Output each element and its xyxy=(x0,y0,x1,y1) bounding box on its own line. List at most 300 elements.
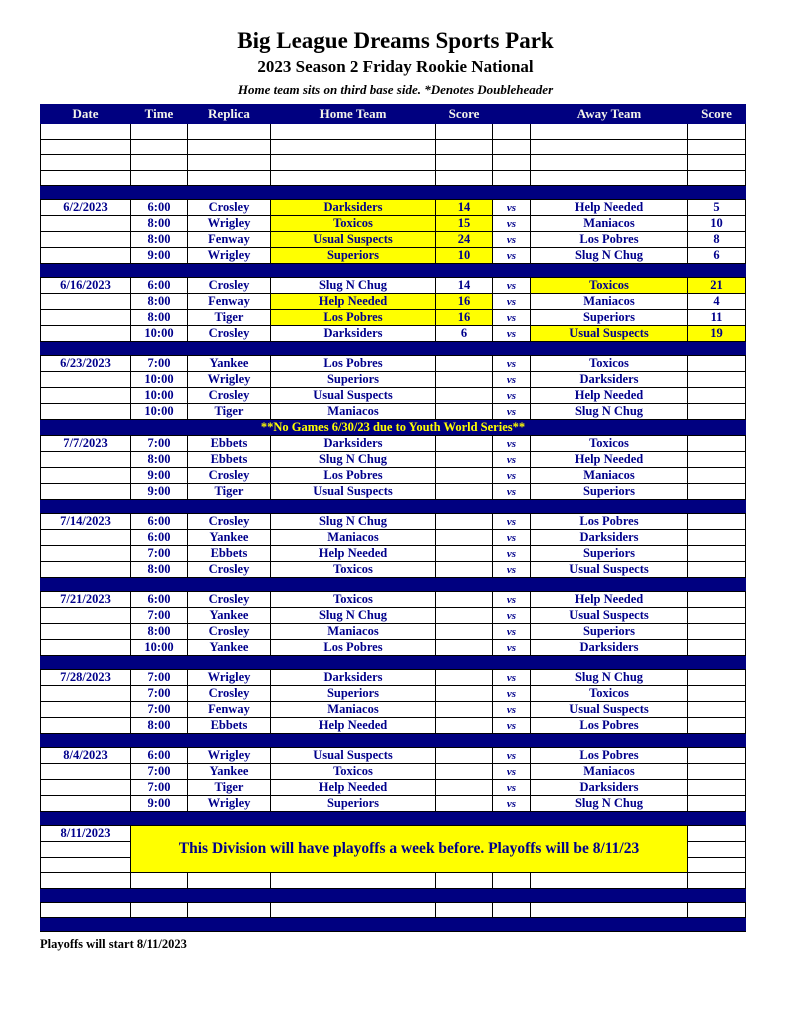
home-score-cell: 15 xyxy=(436,216,493,232)
home-team-cell: Los Pobres xyxy=(271,640,436,656)
away-score-cell xyxy=(688,873,746,889)
away-score-cell xyxy=(688,404,746,420)
game-row xyxy=(41,484,746,500)
separator-row xyxy=(41,734,746,748)
away-score-cell xyxy=(688,546,746,562)
away-score-cell xyxy=(688,530,746,546)
away-team-cell: Help Needed xyxy=(531,388,688,404)
replica-cell: Wrigley xyxy=(188,372,271,388)
replica-cell: Wrigley xyxy=(188,748,271,764)
replica-cell: Wrigley xyxy=(188,248,271,264)
time-cell xyxy=(131,873,188,889)
vs-cell: vs xyxy=(493,608,531,624)
time-cell: 8:00 xyxy=(131,294,188,310)
empty-row xyxy=(41,124,746,140)
vs-cell: vs xyxy=(493,748,531,764)
game-row xyxy=(41,232,746,248)
away-team-cell xyxy=(531,155,688,171)
replica-cell: Wrigley xyxy=(188,796,271,812)
separator-bar xyxy=(41,578,746,592)
header-home-team: Home Team xyxy=(271,105,436,124)
separator-row xyxy=(41,918,746,932)
separator-bar xyxy=(41,656,746,670)
away-team-cell xyxy=(531,170,688,186)
home-team-cell: Superiors xyxy=(271,796,436,812)
away-team-cell: Maniacos xyxy=(531,216,688,232)
game-row xyxy=(41,608,746,624)
game-row xyxy=(41,310,746,326)
game-row xyxy=(41,372,746,388)
away-score-cell xyxy=(688,686,746,702)
game-row xyxy=(41,530,746,546)
vs-cell: vs xyxy=(493,436,531,452)
home-score-cell xyxy=(436,356,493,372)
home-team-cell: Help Needed xyxy=(271,718,436,734)
date-cell: 7/7/2023 xyxy=(41,436,131,452)
replica-cell xyxy=(188,124,271,140)
date-cell: 6/23/2023 xyxy=(41,356,131,372)
vs-cell: vs xyxy=(493,562,531,578)
date-cell: 7/21/2023 xyxy=(41,592,131,608)
separator-row xyxy=(41,656,746,670)
away-team-cell: Darksiders xyxy=(531,372,688,388)
home-team-cell: Los Pobres xyxy=(271,310,436,326)
time-cell: 7:00 xyxy=(131,764,188,780)
vs-cell: vs xyxy=(493,592,531,608)
home-team-cell: Maniacos xyxy=(271,624,436,640)
away-team-cell: Toxicos xyxy=(531,278,688,294)
game-row xyxy=(41,796,746,812)
game-row xyxy=(41,702,746,718)
vs-cell: vs xyxy=(493,388,531,404)
time-cell: 9:00 xyxy=(131,248,188,264)
header-date: Date xyxy=(41,105,131,124)
schedule-table xyxy=(40,104,746,932)
vs-cell: vs xyxy=(493,484,531,500)
header-vs xyxy=(493,105,531,124)
away-score-cell xyxy=(688,436,746,452)
away-score-cell xyxy=(688,826,746,842)
home-score-cell xyxy=(436,436,493,452)
away-team-cell: Superiors xyxy=(531,310,688,326)
header-away-team: Away Team xyxy=(531,105,688,124)
time-cell: 7:00 xyxy=(131,686,188,702)
home-score-cell xyxy=(436,372,493,388)
home-team-cell: Usual Suspects xyxy=(271,748,436,764)
date-cell xyxy=(41,124,131,140)
page-title: Big League Dreams Sports Park xyxy=(237,28,554,53)
playoffs-footer-note: Playoffs will start 8/11/2023 xyxy=(40,937,187,951)
home-team-cell: Toxicos xyxy=(271,562,436,578)
away-score-cell xyxy=(688,452,746,468)
empty-row xyxy=(41,139,746,155)
time-cell: 8:00 xyxy=(131,232,188,248)
home-score-cell xyxy=(436,764,493,780)
time-cell: 8:00 xyxy=(131,624,188,640)
home-team-cell: Usual Suspects xyxy=(271,232,436,248)
home-score-cell: 14 xyxy=(436,200,493,216)
playoffs-banner-row xyxy=(41,826,746,842)
vs-cell: vs xyxy=(493,624,531,640)
home-team-cell: Slug N Chug xyxy=(271,452,436,468)
vs-cell: vs xyxy=(493,278,531,294)
separator-row xyxy=(41,342,746,356)
away-score-cell xyxy=(688,514,746,530)
away-score-cell xyxy=(688,468,746,484)
game-row xyxy=(41,748,746,764)
time-cell xyxy=(131,124,188,140)
replica-cell: Fenway xyxy=(188,294,271,310)
home-score-cell xyxy=(436,670,493,686)
away-team-cell: Darksiders xyxy=(531,780,688,796)
away-score-cell xyxy=(688,748,746,764)
date-cell xyxy=(41,155,131,171)
home-team-cell: Darksiders xyxy=(271,436,436,452)
time-cell: 8:00 xyxy=(131,718,188,734)
replica-cell xyxy=(188,139,271,155)
date-cell xyxy=(41,857,131,873)
home-team-cell xyxy=(271,170,436,186)
date-cell xyxy=(41,468,131,484)
time-cell: 7:00 xyxy=(131,356,188,372)
away-score-cell xyxy=(688,702,746,718)
game-row xyxy=(41,294,746,310)
date-cell xyxy=(41,702,131,718)
home-score-cell xyxy=(436,546,493,562)
game-row xyxy=(41,200,746,216)
home-team-cell: Usual Suspects xyxy=(271,388,436,404)
vs-cell: vs xyxy=(493,686,531,702)
away-team-cell: Los Pobres xyxy=(531,514,688,530)
away-score-cell xyxy=(688,372,746,388)
home-team-cell: Slug N Chug xyxy=(271,608,436,624)
home-team-cell: Superiors xyxy=(271,248,436,264)
separator-row xyxy=(41,578,746,592)
away-score-cell: 11 xyxy=(688,310,746,326)
away-team-cell: Help Needed xyxy=(531,200,688,216)
time-cell xyxy=(131,139,188,155)
vs-cell: vs xyxy=(493,326,531,342)
time-cell: 8:00 xyxy=(131,452,188,468)
separator-bar xyxy=(41,812,746,826)
vs-cell xyxy=(493,873,531,889)
away-score-cell xyxy=(688,902,746,918)
date-cell xyxy=(41,686,131,702)
game-row xyxy=(41,764,746,780)
home-team-cell: Darksiders xyxy=(271,326,436,342)
game-row xyxy=(41,388,746,404)
replica-cell: Ebbets xyxy=(188,546,271,562)
separator-row xyxy=(41,264,746,278)
game-row xyxy=(41,514,746,530)
away-team-cell: Help Needed xyxy=(531,452,688,468)
replica-cell: Crosley xyxy=(188,624,271,640)
date-cell xyxy=(41,248,131,264)
away-team-cell: Slug N Chug xyxy=(531,796,688,812)
date-cell xyxy=(41,232,131,248)
date-cell: 8/4/2023 xyxy=(41,748,131,764)
home-score-cell xyxy=(436,388,493,404)
away-score-cell xyxy=(688,388,746,404)
away-score-cell: 19 xyxy=(688,326,746,342)
separator-bar xyxy=(41,342,746,356)
home-team-cell: Los Pobres xyxy=(271,356,436,372)
home-score-cell xyxy=(436,796,493,812)
away-score-cell xyxy=(688,780,746,796)
game-row xyxy=(41,436,746,452)
replica-cell: Tiger xyxy=(188,404,271,420)
replica-cell: Tiger xyxy=(188,780,271,796)
time-cell: 6:00 xyxy=(131,514,188,530)
game-row xyxy=(41,624,746,640)
game-row xyxy=(41,356,746,372)
time-cell: 7:00 xyxy=(131,436,188,452)
separator-bar xyxy=(41,264,746,278)
date-cell xyxy=(41,530,131,546)
time-cell: 10:00 xyxy=(131,404,188,420)
home-team-cell: Slug N Chug xyxy=(271,278,436,294)
vs-cell xyxy=(493,170,531,186)
vs-cell: vs xyxy=(493,200,531,216)
vs-cell: vs xyxy=(493,530,531,546)
date-cell xyxy=(41,546,131,562)
away-score-cell xyxy=(688,764,746,780)
vs-cell xyxy=(493,155,531,171)
empty-row xyxy=(41,155,746,171)
date-cell xyxy=(41,404,131,420)
home-score-cell xyxy=(436,124,493,140)
home-team-cell: Slug N Chug xyxy=(271,514,436,530)
date-cell xyxy=(41,718,131,734)
home-score-cell xyxy=(436,170,493,186)
date-cell xyxy=(41,764,131,780)
date-cell xyxy=(41,842,131,858)
home-score-cell xyxy=(436,404,493,420)
away-team-cell: Los Pobres xyxy=(531,718,688,734)
replica-cell: Yankee xyxy=(188,640,271,656)
away-team-cell: Maniacos xyxy=(531,764,688,780)
date-cell xyxy=(41,326,131,342)
away-score-cell xyxy=(688,718,746,734)
home-team-cell xyxy=(271,124,436,140)
time-cell: 10:00 xyxy=(131,372,188,388)
date-cell xyxy=(41,484,131,500)
vs-cell: vs xyxy=(493,780,531,796)
home-score-cell xyxy=(436,155,493,171)
time-cell xyxy=(131,902,188,918)
date-cell xyxy=(41,562,131,578)
separator-row xyxy=(41,186,746,200)
replica-cell: Crosley xyxy=(188,562,271,578)
home-score-cell xyxy=(436,484,493,500)
home-team-cell: Maniacos xyxy=(271,404,436,420)
time-cell: 10:00 xyxy=(131,388,188,404)
away-team-cell: Toxicos xyxy=(531,356,688,372)
home-score-cell xyxy=(436,530,493,546)
home-score-cell xyxy=(436,702,493,718)
away-score-cell xyxy=(688,592,746,608)
home-team-cell xyxy=(271,902,436,918)
replica-cell: Yankee xyxy=(188,356,271,372)
time-cell: 8:00 xyxy=(131,216,188,232)
time-cell: 8:00 xyxy=(131,562,188,578)
vs-cell: vs xyxy=(493,640,531,656)
away-team-cell: Los Pobres xyxy=(531,232,688,248)
date-cell xyxy=(41,170,131,186)
home-score-cell xyxy=(436,624,493,640)
replica-cell: Crosley xyxy=(188,514,271,530)
away-score-cell xyxy=(688,796,746,812)
away-score-cell xyxy=(688,670,746,686)
home-team-cell: Maniacos xyxy=(271,530,436,546)
home-score-cell: 14 xyxy=(436,278,493,294)
time-cell: 6:00 xyxy=(131,200,188,216)
away-score-cell: 8 xyxy=(688,232,746,248)
away-score-cell: 21 xyxy=(688,278,746,294)
away-score-cell xyxy=(688,155,746,171)
away-score-cell xyxy=(688,356,746,372)
header-away-score: Score xyxy=(688,105,746,124)
away-team-cell xyxy=(531,124,688,140)
empty-row xyxy=(41,873,746,889)
vs-cell xyxy=(493,124,531,140)
replica-cell: Fenway xyxy=(188,702,271,718)
home-score-cell xyxy=(436,452,493,468)
replica-cell: Tiger xyxy=(188,484,271,500)
date-cell xyxy=(41,310,131,326)
home-team-cell: Help Needed xyxy=(271,780,436,796)
game-row xyxy=(41,468,746,484)
home-score-cell xyxy=(436,686,493,702)
separator-bar xyxy=(41,888,746,902)
home-team-cell xyxy=(271,139,436,155)
vs-cell: vs xyxy=(493,670,531,686)
separator-row xyxy=(41,812,746,826)
date-cell xyxy=(41,452,131,468)
header-home-score: Score xyxy=(436,105,493,124)
time-cell: 6:00 xyxy=(131,592,188,608)
replica-cell: Crosley xyxy=(188,686,271,702)
away-team-cell: Superiors xyxy=(531,624,688,640)
time-cell: 7:00 xyxy=(131,670,188,686)
home-team-cell: Darksiders xyxy=(271,200,436,216)
table-header-row xyxy=(41,105,746,124)
home-team-cell: Los Pobres xyxy=(271,468,436,484)
vs-cell: vs xyxy=(493,718,531,734)
date-cell xyxy=(41,294,131,310)
home-score-cell xyxy=(436,468,493,484)
away-team-cell: Usual Suspects xyxy=(531,562,688,578)
header-replica: Replica xyxy=(188,105,271,124)
page-subtitle: 2023 Season 2 Friday Rookie National xyxy=(257,57,534,76)
vs-cell: vs xyxy=(493,452,531,468)
game-row xyxy=(41,686,746,702)
replica-cell xyxy=(188,902,271,918)
empty-row xyxy=(41,170,746,186)
date-cell xyxy=(41,873,131,889)
away-team-cell: Slug N Chug xyxy=(531,670,688,686)
away-score-cell xyxy=(688,624,746,640)
away-score-cell xyxy=(688,640,746,656)
vs-cell xyxy=(493,902,531,918)
vs-cell: vs xyxy=(493,514,531,530)
time-cell: 7:00 xyxy=(131,780,188,796)
replica-cell: Fenway xyxy=(188,232,271,248)
away-team-cell: Usual Suspects xyxy=(531,608,688,624)
date-cell xyxy=(41,902,131,918)
home-score-cell xyxy=(436,608,493,624)
away-score-cell xyxy=(688,857,746,873)
home-team-cell: Superiors xyxy=(271,372,436,388)
replica-cell: Yankee xyxy=(188,764,271,780)
vs-cell: vs xyxy=(493,404,531,420)
game-row xyxy=(41,718,746,734)
replica-cell: Wrigley xyxy=(188,670,271,686)
date-cell xyxy=(41,796,131,812)
game-row xyxy=(41,404,746,420)
replica-cell: Ebbets xyxy=(188,436,271,452)
replica-cell: Ebbets xyxy=(188,452,271,468)
replica-cell: Crosley xyxy=(188,388,271,404)
vs-cell: vs xyxy=(493,294,531,310)
replica-cell: Ebbets xyxy=(188,718,271,734)
home-team-cell: Help Needed xyxy=(271,546,436,562)
home-score-cell: 10 xyxy=(436,248,493,264)
away-team-cell xyxy=(531,139,688,155)
separator-bar xyxy=(41,918,746,932)
vs-cell: vs xyxy=(493,372,531,388)
replica-cell xyxy=(188,873,271,889)
game-row xyxy=(41,546,746,562)
game-row xyxy=(41,326,746,342)
game-row xyxy=(41,780,746,796)
away-team-cell: Usual Suspects xyxy=(531,326,688,342)
separator-bar xyxy=(41,186,746,200)
home-team-cell xyxy=(271,873,436,889)
home-score-cell xyxy=(436,902,493,918)
home-team-cell: Maniacos xyxy=(271,702,436,718)
away-score-cell: 6 xyxy=(688,248,746,264)
game-row xyxy=(41,592,746,608)
away-team-cell: Maniacos xyxy=(531,468,688,484)
home-score-cell xyxy=(436,592,493,608)
replica-cell: Crosley xyxy=(188,200,271,216)
away-team-cell: Darksiders xyxy=(531,530,688,546)
away-team-cell: Slug N Chug xyxy=(531,404,688,420)
vs-cell: vs xyxy=(493,702,531,718)
home-team-cell: Toxicos xyxy=(271,764,436,780)
game-row xyxy=(41,248,746,264)
replica-cell xyxy=(188,170,271,186)
game-row xyxy=(41,562,746,578)
home-score-cell: 16 xyxy=(436,294,493,310)
date-cell xyxy=(41,608,131,624)
vs-cell: vs xyxy=(493,310,531,326)
vs-cell: vs xyxy=(493,546,531,562)
home-score-cell xyxy=(436,873,493,889)
vs-cell: vs xyxy=(493,248,531,264)
vs-cell: vs xyxy=(493,356,531,372)
time-cell: 7:00 xyxy=(131,702,188,718)
replica-cell: Tiger xyxy=(188,310,271,326)
home-score-cell xyxy=(436,139,493,155)
date-cell xyxy=(41,216,131,232)
date-cell xyxy=(41,372,131,388)
away-score-cell xyxy=(688,124,746,140)
away-score-cell xyxy=(688,608,746,624)
away-score-cell: 4 xyxy=(688,294,746,310)
date-cell: 7/28/2023 xyxy=(41,670,131,686)
